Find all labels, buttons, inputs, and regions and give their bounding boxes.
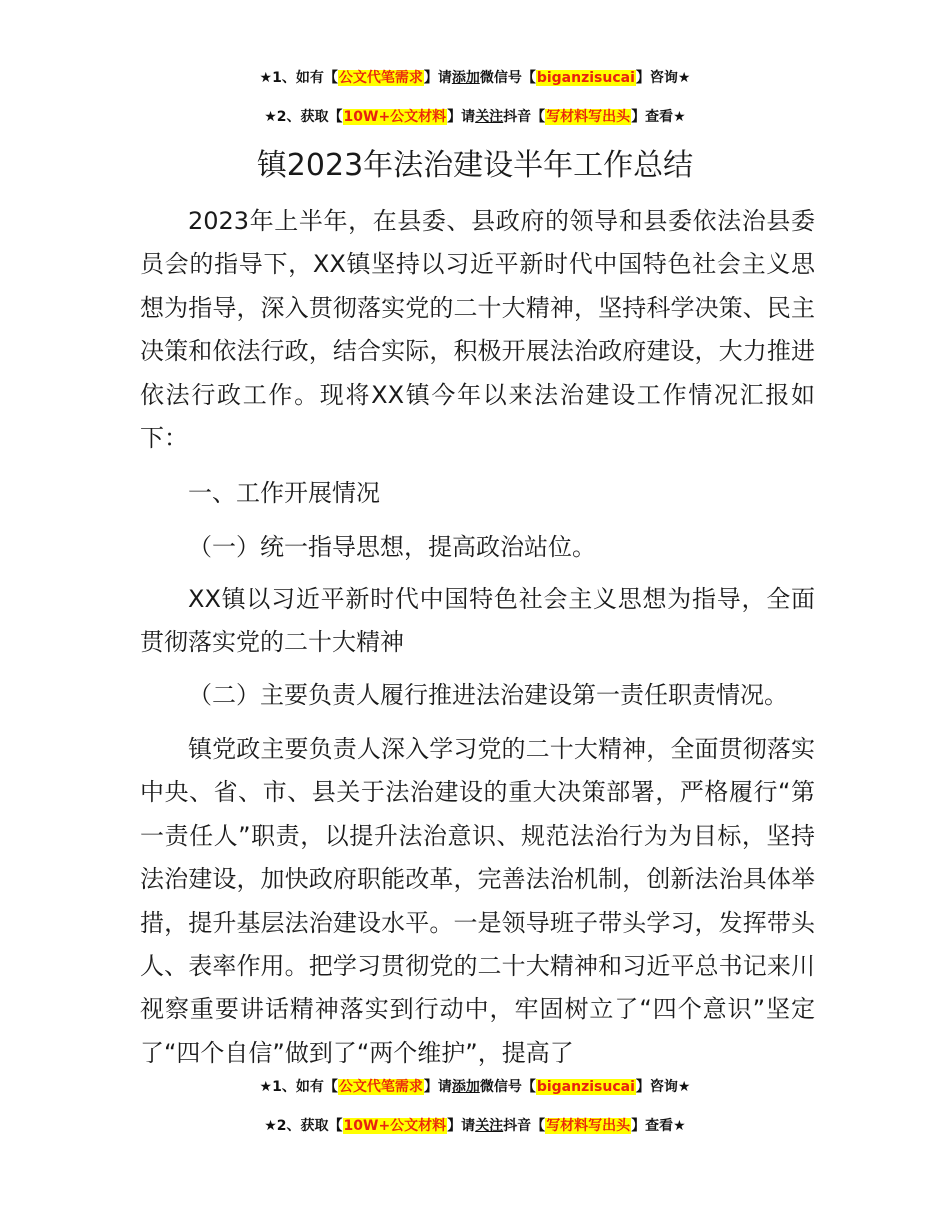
promo-line-1-top xyxy=(0,68,950,88)
subsection-paragraph: 镇党政主要负责人深入学习党的二十大精神，全面贯彻落实中央、省、市、县关于法治建设的重大决策部署，严格履行“第一责任人”职责，以提升法治意识、规范法治行为为目标，坚持法治建设，加快政府职能改革，完善法治机制，创新法治具体举措，提升基层法治建设水平。一是领导班子带头学习，发挥带头人、表率作用。把学习贯彻党的二十大精神和习近平总书记来川视察重要讲话精神落实到行动中，牢固树立了“四个意识”坚定了“四个自信”做到了“两个维护”，提高了 xyxy=(140,735,815,1066)
subsection-heading: （一）统一指导思想，提高政治站位。 xyxy=(188,533,596,561)
promo-suffix: 】查看★ xyxy=(631,109,686,125)
promo-highlight: 写材料写出头 xyxy=(546,1118,631,1134)
document-title: 镇2023年法治建设半年工作总结 xyxy=(256,148,694,183)
promo-highlight: 公文代笔需求 xyxy=(338,1079,423,1095)
promo-underlined: 添加 xyxy=(451,1079,480,1095)
promo-underlined: 关注 xyxy=(475,109,504,125)
promo-text: 微信号【 xyxy=(479,1079,536,1095)
promo-line-2-bottom xyxy=(0,1116,950,1136)
promo-highlight: 公文代笔需求 xyxy=(338,70,423,86)
promo-highlight: 写材料写出头 xyxy=(546,109,631,125)
promo-highlight: biganzisucai xyxy=(536,70,635,86)
promo-text: 】请 xyxy=(423,70,452,86)
intro-paragraph: 2023年上半年，在县委、县政府的领导和县委依法治县委员会的指导下，XX镇坚持以习近平新时代中国特色社会主义思想为指导，深入贯彻落实党的二十大精神，坚持科学决策、民主决策和依法行政，结合实际，积极开展法治政府建设，大力推进依法行政工作。现将XX镇今年以来法治建设工作情况汇报如下： xyxy=(140,207,815,453)
promo-line-1-bottom xyxy=(0,1077,950,1097)
promo-text: 抖音【 xyxy=(503,109,546,125)
subsection-paragraph: XX镇以习近平新时代中国特色社会主义思想为指导，全面贯彻落实党的二十大精神 xyxy=(140,585,815,657)
promo-highlight: biganzisucai xyxy=(536,1079,635,1095)
promo-underlined: 关注 xyxy=(475,1118,504,1134)
promo-highlight: 10W+公文材料 xyxy=(343,109,447,125)
subsection-heading: （二）主要负责人履行推进法治建设第一责任职责情况。 xyxy=(188,681,788,709)
promo-highlight: 10W+公文材料 xyxy=(343,1118,447,1134)
promo-text: 】请 xyxy=(447,1118,476,1134)
promo-line-2-top xyxy=(0,107,950,127)
promo-text: 抖音【 xyxy=(503,1118,546,1134)
promo-underlined: 添加 xyxy=(451,70,480,86)
section-heading: 一、工作开展情况 xyxy=(188,479,380,507)
promo-text: 微信号【 xyxy=(479,70,536,86)
promo-prefix: ★1、如有【 xyxy=(259,1079,338,1095)
promo-suffix: 】咨询★ xyxy=(635,1079,691,1095)
promo-prefix: ★2、获取【 xyxy=(264,1118,343,1134)
promo-prefix: ★2、获取【 xyxy=(264,109,343,125)
promo-suffix: 】查看★ xyxy=(631,1118,686,1134)
promo-prefix: ★1、如有【 xyxy=(259,70,338,86)
promo-text: 】请 xyxy=(423,1079,452,1095)
promo-text: 】请 xyxy=(447,109,476,125)
promo-suffix: 】咨询★ xyxy=(635,70,691,86)
